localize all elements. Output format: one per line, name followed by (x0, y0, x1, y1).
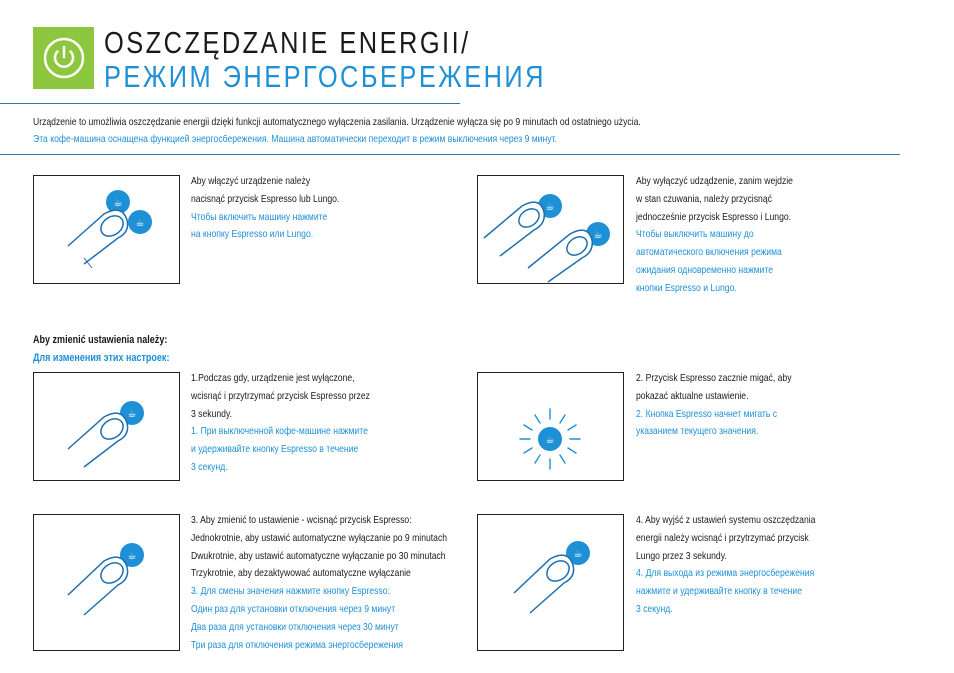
illustration-press-one (33, 175, 180, 284)
svg-text:☕: ☕ (113, 198, 123, 209)
text-line: Чтобы включить машину нажмите (191, 210, 328, 223)
finger-press-icon (478, 515, 623, 650)
text-line: ожидания одновременно нажмите (636, 263, 774, 276)
text-line: 1. При выключенной кофе-машине нажмите (191, 425, 368, 438)
intro-rule (0, 154, 900, 155)
illustration-press-two (477, 175, 624, 284)
power-icon (42, 36, 86, 80)
svg-text:☕: ☕ (135, 218, 145, 229)
text-line: 4. Для выхода из режима энергосбережения (636, 567, 815, 580)
finger-press-icon (34, 373, 179, 480)
two-fingers-press-icon (478, 176, 623, 283)
settings-heading (33, 331, 169, 367)
step-1-text (191, 370, 370, 477)
text-line: Dwukrotnie, aby ustawić automatyczne wyłączanie po 30 minutach (191, 549, 446, 562)
text-line: 4. Aby wyjść z ustawień systemu oszczędzania (636, 514, 816, 526)
text-line: Jednokrotnie, aby ustawić automatyczne wyłączanie po 9 minutach (191, 531, 448, 544)
text-line: автоматического включения режима (636, 246, 782, 259)
text-line: Чтобы выключить машину до (636, 228, 754, 241)
svg-text:☕: ☕ (127, 409, 137, 420)
text-line: и удерживайте кнопку Espresso в течение (191, 443, 359, 456)
heading-pl: Aby zmienić ustawienia należy: (33, 334, 168, 346)
text-line: Один раз для установки отключения через 9 минут (191, 602, 396, 615)
step-2-text (636, 370, 792, 441)
text-line: Aby włączyć urządzenie należy (191, 175, 311, 187)
text-line: w stan czuwania, należy przycisnąć (636, 192, 772, 205)
text-line: указанием текущего значения. (636, 425, 759, 438)
step-4-text (636, 512, 815, 619)
page-title (104, 26, 546, 94)
intro-text (33, 114, 641, 148)
text-line: на кнопку Espresso или Lungo. (191, 228, 314, 241)
finger-press-icon (34, 176, 179, 283)
text-line: кнопки Espresso и Lungo. (636, 281, 737, 294)
text-line: nacisnąć przycisk Espresso lub Lungo. (191, 192, 340, 205)
header-rule (0, 103, 460, 104)
illustration-step-1 (33, 372, 180, 481)
blinking-button-icon (478, 373, 623, 480)
svg-text:☕: ☕ (545, 202, 555, 213)
text-line: 3 секунд. (191, 460, 228, 473)
text-line: 3. Aby zmienić to ustawienie - wcisnąć przycisk Espresso: (191, 514, 412, 526)
text-line: Trzykrotnie, aby dezaktywować automatyczne wyłączanie (191, 567, 411, 580)
text-line: 3 секунд. (636, 602, 673, 615)
intro-pl: Urządzenie to umożliwia oszczędzanie energii dzięki funkcji automatycznego wyłączenia zasilania. Urządzenie wyłącza się po 9 minutach od ostatniego użycia. (33, 116, 641, 128)
text-line: Aby wyłączyć udządzenie, zanim wejdzie (636, 175, 793, 187)
text-line: jednocześnie przycisk Espresso i Lungo. (636, 210, 792, 223)
text-line: 2. Przycisk Espresso zacznie migać, aby (636, 372, 792, 384)
panel-off-text (636, 173, 793, 298)
text-line: Lungo przez 3 sekundy. (636, 549, 727, 562)
heading-ru: Для изменения этих настроек: (33, 352, 170, 364)
text-line: 2. Кнопка Espresso начнет мигать с (636, 407, 778, 420)
illustration-step-2 (477, 372, 624, 481)
svg-text:☕: ☕ (593, 230, 603, 241)
svg-text:☕: ☕ (127, 551, 137, 562)
text-line: 1.Podczas gdy, urządzenie jest wyłączone, (191, 372, 355, 384)
title-pl: OSZCZĘDZANIE ENERGII/ (104, 25, 471, 60)
text-line: energii należy wcisnąć i przytrzymać przycisk (636, 531, 809, 544)
text-line: Два раза для установки отключения через 30 минут (191, 620, 399, 633)
text-line: 3 sekundy. (191, 407, 233, 420)
svg-text:☕: ☕ (573, 549, 583, 560)
illustration-step-4 (477, 514, 624, 651)
text-line: Три раза для отключения режима энергосбережения (191, 638, 403, 651)
finger-press-icon (34, 515, 179, 650)
illustration-step-3 (33, 514, 180, 651)
panel-on-text (191, 173, 339, 244)
step-3-text (191, 512, 447, 654)
title-ru: РЕЖИМ ЭНЕРГОСБЕРЕЖЕНИЯ (104, 59, 546, 94)
svg-text:☕: ☕ (545, 435, 555, 446)
text-line: 3. Для смены значения нажмите кнопку Espresso: (191, 585, 390, 598)
intro-ru: Эта кофе-машина оснащена функцией энергосбережения. Машина автоматически переходит в режим выключения через 9 минут. (33, 133, 557, 145)
text-line: pokazać aktualne ustawienie. (636, 389, 749, 402)
text-line: wcisnąć i przytrzymać przycisk Espresso przez (191, 389, 370, 402)
text-line: нажмите и удерживайте кнопку в течение (636, 585, 803, 598)
power-logo (33, 27, 94, 89)
